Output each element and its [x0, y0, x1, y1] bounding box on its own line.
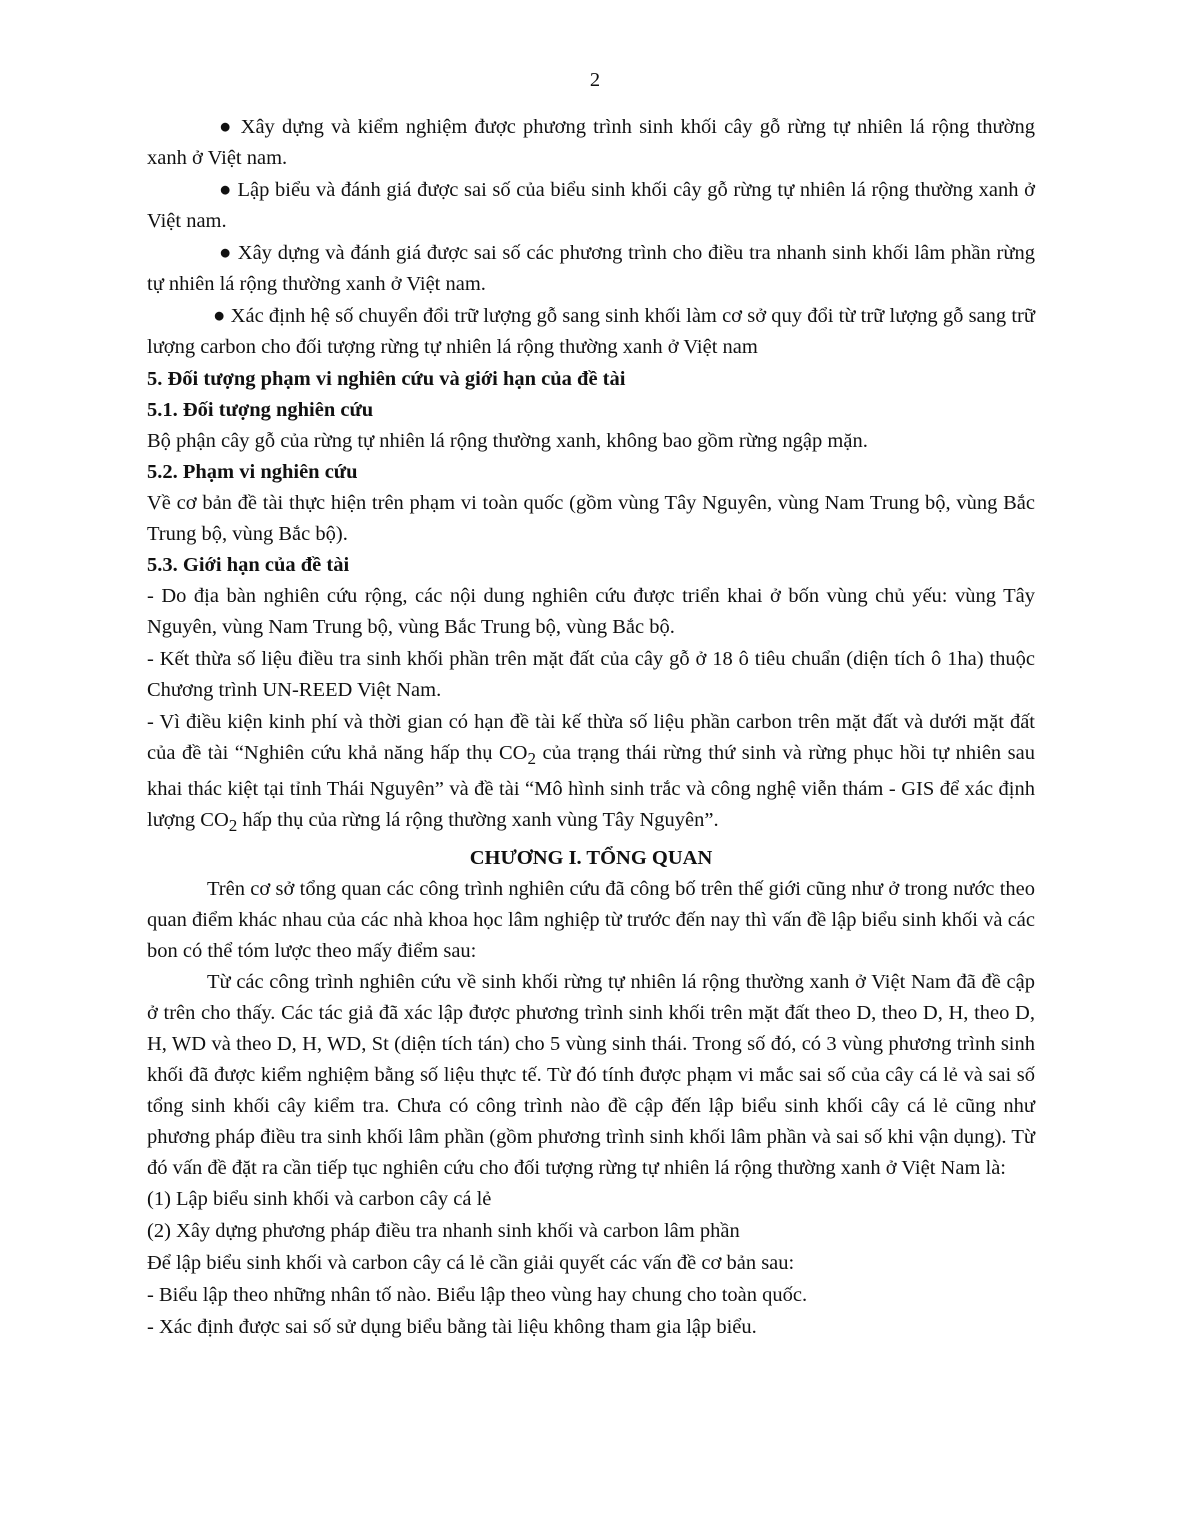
objective-bullet-4: ● Xác định hệ số chuyển đổi trữ lượng gỗ sang sinh khối làm cơ sở quy đổi từ trữ lượng gỗ sang trữ lượng carbon cho đối tượng rừng tự nhiên lá rộng thường xanh ở Việt nam [147, 305, 1035, 358]
item-3-text-part-3: hấp thụ của rừng lá rộng thường xanh vùng Tây Nguyên”. [237, 809, 719, 832]
chapter-1-paragraph-2: Từ các công trình nghiên cứu về sinh khối rừng tự nhiên lá rộng thường xanh ở Việt Nam đã đề cập ở trên cho thấy. Các tác giả đã xác lập được phương trình sinh khối trên mặt đất theo D, theo D, H, theo D, H, WD và theo D, H, WD, St (diện tích tán) cho 5 vùng sinh thái. Trong số đó, có 3 vùng phương trình sinh khối đã được kiểm nghiệm bằng số liệu thực tế. Từ đó tính được phạm vi mắc sai số của cây cá lẻ và sai số tổng sinh khối cây kiểm tra. Chưa có công trình nào đề cập đến lập biểu sinh khối cây cá lẻ cũng như phương pháp điều tra sinh khối lâm phần (gồm phương trình sinh khối lâm phần và sai số khi vận dụng). Từ đó vấn đề đặt ra cần tiếp tục nghiên cứu cho đối tượng rừng tự nhiên lá rộng thường xanh ở Việt Nam là: [147, 971, 1035, 1180]
section-5-2-heading: 5.2. Phạm vi nghiên cứu [147, 461, 358, 483]
section-5-2-text: Về cơ bản đề tài thực hiện trên phạm vi toàn quốc (gồm vùng Tây Nguyên, vùng Nam Trung bộ, vùng Bắc Trung bộ, vùng Bắc bộ). [147, 492, 1035, 545]
item-3-text-part-2: của trạng thái rừng thứ sinh và rừng phục hồi tự nhiên sau khai thác kiệt tại tỉnh Thái Nguyên” và đề tài “Mô hình sinh trắc và công nghệ viễn thám - GIS để xác định lượng CO [147, 742, 1035, 832]
chapter-1-title: CHƯƠNG I. TỔNG QUAN [469, 847, 713, 870]
chapter-1-list-item-1: (1) Lập biểu sinh khối và carbon cây cá lẻ [147, 1188, 492, 1211]
chapter-1-requirement-2: - Xác định được sai số sử dụng biểu bằng tài liệu không tham gia lập biểu. [147, 1316, 757, 1339]
chapter-1-paragraph-3: Để lập biểu sinh khối và carbon cây cá lẻ cần giải quyết các vấn đề cơ bản sau: [147, 1252, 795, 1275]
page-number: 2 [589, 69, 601, 91]
section-5-3-item-1: - Do địa bàn nghiên cứu rộng, các nội dung nghiên cứu được triển khai ở bốn vùng chủ yếu: vùng Tây Nguyên, vùng Nam Trung bộ, vùng Bắc Trung bộ, vùng Bắc bộ. [147, 585, 1035, 638]
objective-bullet-3: ● Xây dựng và đánh giá được sai số các phương trình cho điều tra nhanh sinh khối lâm phần rừng tự nhiên lá rộng thường xanh ở Việt nam. [147, 242, 1035, 295]
section-5-3-item-3 [147, 707, 1035, 841]
page-content [147, 112, 1035, 1343]
section-5-1-heading: 5.1. Đối tượng nghiên cứu [147, 399, 374, 421]
objective-bullet-1: ● Xây dựng và kiểm nghiệm được phương trình sinh khối cây gỗ rừng tự nhiên lá rộng thường xanh ở Việt nam. [147, 116, 1035, 169]
section-5-heading: 5. Đối tượng phạm vi nghiên cứu và giới hạn của đề tài [147, 368, 626, 390]
co2-subscript-1: 2 [527, 749, 536, 769]
section-5-3-item-2: - Kết thừa số liệu điều tra sinh khối phần trên mặt đất của cây gỗ ở 18 ô tiêu chuẩn (diện tích ô 1ha) thuộc Chương trình UN-REED Việt Nam. [147, 648, 1035, 701]
section-5-1-text: Bộ phận cây gỗ của rừng tự nhiên lá rộng thường xanh, không bao gồm rừng ngập mặn. [147, 430, 868, 452]
co2-subscript-2: 2 [228, 816, 238, 836]
chapter-1-requirement-1: - Biểu lập theo những nhân tố nào. Biểu lập theo vùng hay chung cho toàn quốc. [147, 1284, 808, 1307]
chapter-1-paragraph-1: Trên cơ sở tổng quan các công trình nghiên cứu đã công bố trên thế giới cũng như ở trong nước theo quan điểm khác nhau của các nhà khoa học lâm nghiệp từ trước đến nay thì vấn đề lập biểu sinh khối và các bon có thể tóm lược theo mấy điểm sau: [147, 878, 1035, 963]
section-5-3-heading: 5.3. Giới hạn của đề tài [147, 554, 350, 576]
chapter-1-list-item-2: (2) Xây dựng phương pháp điều tra nhanh sinh khối và carbon lâm phần [147, 1220, 740, 1243]
objective-bullet-2: ● Lập biểu và đánh giá được sai số của biểu sinh khối cây gỗ rừng tự nhiên lá rộng thường xanh ở Việt nam. [147, 179, 1035, 232]
item-3-text-part-1: - Vì điều kiện kinh phí và thời gian có hạn đề tài kế thừa số liệu phần carbon trên mặt đất và dưới mặt đất của đề tài “Nghiên cứu khả năng hấp thụ CO [147, 711, 1035, 764]
